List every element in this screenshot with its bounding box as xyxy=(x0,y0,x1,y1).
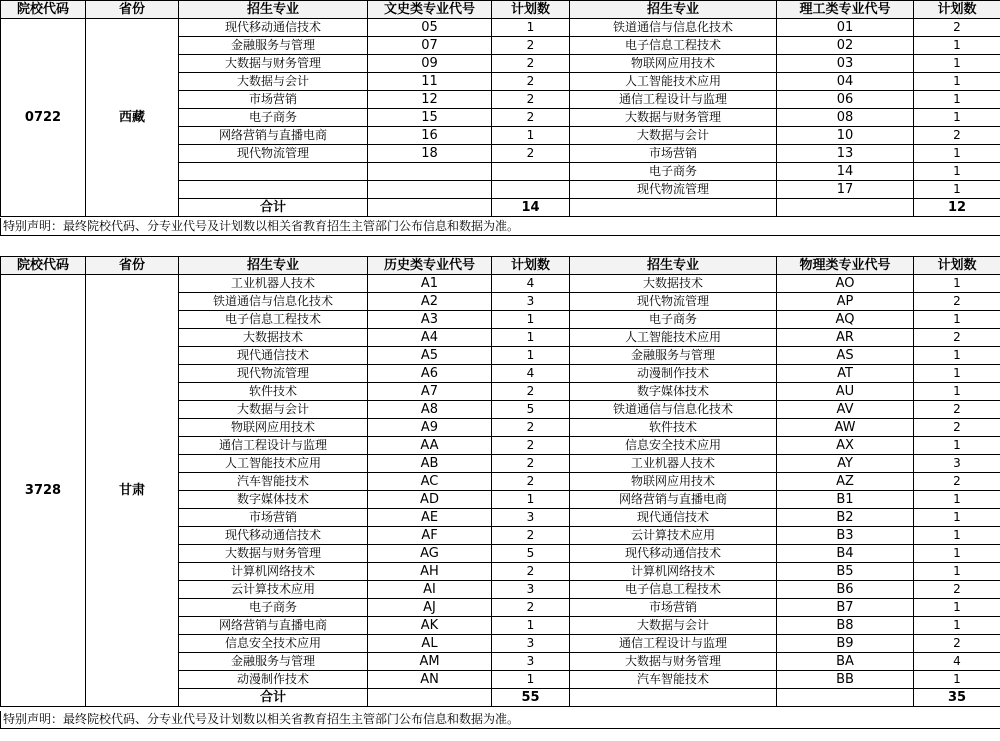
major-right: 电子商务 xyxy=(570,163,777,181)
plan-left: 2 xyxy=(492,473,570,491)
code-right: AW xyxy=(777,419,914,437)
total-label: 合计 xyxy=(179,199,368,217)
major-left: 电子信息工程技术 xyxy=(179,311,368,329)
major-left: 大数据技术 xyxy=(179,329,368,347)
code-left: A1 xyxy=(368,275,492,293)
code-left: 16 xyxy=(368,127,492,145)
plan-right: 3 xyxy=(914,455,1000,473)
column-header: 省份 xyxy=(86,1,179,19)
plan-left: 1 xyxy=(492,311,570,329)
code-left: A9 xyxy=(368,419,492,437)
major-left: 金融服务与管理 xyxy=(179,653,368,671)
code-left: AH xyxy=(368,563,492,581)
plan-left: 3 xyxy=(492,581,570,599)
code-right: AX xyxy=(777,437,914,455)
code-left xyxy=(368,181,492,199)
plan-right: 1 xyxy=(914,671,1000,689)
plan-right: 1 xyxy=(914,599,1000,617)
plan-left: 2 xyxy=(492,599,570,617)
plan-right: 1 xyxy=(914,73,1000,91)
major-right: 铁道通信与信息化技术 xyxy=(570,19,777,37)
major-left: 大数据与会计 xyxy=(179,73,368,91)
code-left: AM xyxy=(368,653,492,671)
code-left: AA xyxy=(368,437,492,455)
major-right: 电子商务 xyxy=(570,311,777,329)
plan-left: 2 xyxy=(492,527,570,545)
plan-left: 4 xyxy=(492,275,570,293)
major-right: 市场营销 xyxy=(570,599,777,617)
plan-right: 1 xyxy=(914,545,1000,563)
plan-left: 5 xyxy=(492,545,570,563)
code-left: A4 xyxy=(368,329,492,347)
major-right: 现代移动通信技术 xyxy=(570,545,777,563)
total-right: 35 xyxy=(914,689,1000,707)
major-right: 物联网应用技术 xyxy=(570,473,777,491)
plan-left: 5 xyxy=(492,401,570,419)
special-notice: 特别声明：最终院校代码、分专业代号及计划数以相关省教育招生主管部门公布信息和数据为准。 xyxy=(0,218,1000,236)
major-right: 电子信息工程技术 xyxy=(570,37,777,55)
major-left: 大数据与财务管理 xyxy=(179,55,368,73)
plan-left: 4 xyxy=(492,365,570,383)
major-left: 软件技术 xyxy=(179,383,368,401)
major-right: 动漫制作技术 xyxy=(570,365,777,383)
code-right: AT xyxy=(777,365,914,383)
school-code: 3728 xyxy=(1,275,86,707)
major-left: 现代移动通信技术 xyxy=(179,19,368,37)
code-left: AF xyxy=(368,527,492,545)
code-right: B8 xyxy=(777,617,914,635)
major-left xyxy=(179,181,368,199)
header-row xyxy=(1,1,1000,19)
plan-left xyxy=(492,181,570,199)
plan-right: 1 xyxy=(914,55,1000,73)
column-header: 计划数 xyxy=(914,1,1000,19)
code-right: 06 xyxy=(777,91,914,109)
major-right: 大数据与财务管理 xyxy=(570,109,777,127)
major-right: 云计算技术应用 xyxy=(570,527,777,545)
blank-cell xyxy=(777,689,914,707)
plan-right: 1 xyxy=(914,365,1000,383)
code-left: 15 xyxy=(368,109,492,127)
major-right: 数字媒体技术 xyxy=(570,383,777,401)
major-right: 信息安全技术应用 xyxy=(570,437,777,455)
major-left: 通信工程设计与监理 xyxy=(179,437,368,455)
code-left: 05 xyxy=(368,19,492,37)
plan-right: 1 xyxy=(914,181,1000,199)
code-right: AR xyxy=(777,329,914,347)
code-right: AY xyxy=(777,455,914,473)
plan-right: 1 xyxy=(914,275,1000,293)
plan-right: 2 xyxy=(914,419,1000,437)
code-left: AD xyxy=(368,491,492,509)
plan-right: 1 xyxy=(914,509,1000,527)
column-header: 院校代码 xyxy=(1,257,86,275)
code-right: 17 xyxy=(777,181,914,199)
total-left: 55 xyxy=(492,689,570,707)
code-right: B3 xyxy=(777,527,914,545)
code-left: 12 xyxy=(368,91,492,109)
total-left: 14 xyxy=(492,199,570,217)
blank-cell xyxy=(368,199,492,217)
code-left: A7 xyxy=(368,383,492,401)
major-left: 动漫制作技术 xyxy=(179,671,368,689)
code-left: AG xyxy=(368,545,492,563)
code-left: AC xyxy=(368,473,492,491)
code-right: 04 xyxy=(777,73,914,91)
major-left: 大数据与财务管理 xyxy=(179,545,368,563)
code-left: 18 xyxy=(368,145,492,163)
major-left: 工业机器人技术 xyxy=(179,275,368,293)
plan-right: 1 xyxy=(914,491,1000,509)
code-left: A2 xyxy=(368,293,492,311)
major-right: 大数据与财务管理 xyxy=(570,653,777,671)
column-header: 文史类专业代号 xyxy=(368,1,492,19)
code-left: 11 xyxy=(368,73,492,91)
plan-left: 1 xyxy=(492,671,570,689)
major-left xyxy=(179,163,368,181)
enrollment-table-0 xyxy=(0,0,1000,217)
code-left: AB xyxy=(368,455,492,473)
major-right: 网络营销与直播电商 xyxy=(570,491,777,509)
plan-left: 2 xyxy=(492,455,570,473)
column-header: 历史类专业代号 xyxy=(368,257,492,275)
plan-right: 1 xyxy=(914,37,1000,55)
plan-right: 2 xyxy=(914,635,1000,653)
plan-left: 1 xyxy=(492,329,570,347)
plan-right: 1 xyxy=(914,91,1000,109)
plan-left: 2 xyxy=(492,55,570,73)
code-right: BB xyxy=(777,671,914,689)
code-right: AU xyxy=(777,383,914,401)
plan-left: 2 xyxy=(492,73,570,91)
column-header: 省份 xyxy=(86,257,179,275)
header-row xyxy=(1,257,1000,275)
enrollment-table-1 xyxy=(0,256,1000,707)
plan-left: 2 xyxy=(492,145,570,163)
major-left: 现代移动通信技术 xyxy=(179,527,368,545)
major-right: 通信工程设计与监理 xyxy=(570,91,777,109)
major-left: 现代通信技术 xyxy=(179,347,368,365)
column-header: 计划数 xyxy=(914,257,1000,275)
major-right: 大数据与会计 xyxy=(570,127,777,145)
code-right: 08 xyxy=(777,109,914,127)
plan-right: 1 xyxy=(914,311,1000,329)
plan-left: 1 xyxy=(492,127,570,145)
major-right: 工业机器人技术 xyxy=(570,455,777,473)
plan-right: 2 xyxy=(914,293,1000,311)
major-left: 电子商务 xyxy=(179,109,368,127)
code-left: 09 xyxy=(368,55,492,73)
major-right: 软件技术 xyxy=(570,419,777,437)
code-right: B5 xyxy=(777,563,914,581)
code-right: 02 xyxy=(777,37,914,55)
column-header: 招生专业 xyxy=(179,1,368,19)
plan-left: 3 xyxy=(492,509,570,527)
province: 甘肃 xyxy=(86,275,179,707)
column-header: 院校代码 xyxy=(1,1,86,19)
blank-cell xyxy=(570,689,777,707)
column-header: 物理类专业代号 xyxy=(777,257,914,275)
blank-cell xyxy=(368,689,492,707)
plan-right: 1 xyxy=(914,383,1000,401)
code-right: B2 xyxy=(777,509,914,527)
plan-left: 2 xyxy=(492,419,570,437)
major-right: 通信工程设计与监理 xyxy=(570,635,777,653)
school-code: 0722 xyxy=(1,19,86,217)
code-left: AK xyxy=(368,617,492,635)
code-left: A6 xyxy=(368,365,492,383)
major-right: 现代物流管理 xyxy=(570,293,777,311)
table-row xyxy=(1,275,1000,293)
column-header: 招生专业 xyxy=(179,257,368,275)
blank-cell xyxy=(777,199,914,217)
major-left: 电子商务 xyxy=(179,599,368,617)
code-right: AV xyxy=(777,401,914,419)
plan-left: 3 xyxy=(492,653,570,671)
table-row xyxy=(1,19,1000,37)
plan-left: 3 xyxy=(492,293,570,311)
code-right: 10 xyxy=(777,127,914,145)
code-right: AS xyxy=(777,347,914,365)
code-right: B6 xyxy=(777,581,914,599)
total-label: 合计 xyxy=(179,689,368,707)
plan-left: 1 xyxy=(492,347,570,365)
special-notice: 特别声明：最终院校代码、分专业代号及计划数以相关省教育招生主管部门公布信息和数据为准。 xyxy=(0,711,1000,729)
code-left: AE xyxy=(368,509,492,527)
plan-right: 2 xyxy=(914,473,1000,491)
plan-right: 2 xyxy=(914,19,1000,37)
column-header: 招生专业 xyxy=(570,1,777,19)
plan-right: 1 xyxy=(914,163,1000,181)
plan-right: 4 xyxy=(914,653,1000,671)
plan-left: 2 xyxy=(492,383,570,401)
code-left: A8 xyxy=(368,401,492,419)
major-left: 计算机网络技术 xyxy=(179,563,368,581)
code-right: AO xyxy=(777,275,914,293)
plan-left: 2 xyxy=(492,109,570,127)
code-right: AP xyxy=(777,293,914,311)
code-right: B7 xyxy=(777,599,914,617)
major-right: 汽车智能技术 xyxy=(570,671,777,689)
major-left: 信息安全技术应用 xyxy=(179,635,368,653)
code-left: AN xyxy=(368,671,492,689)
major-left: 金融服务与管理 xyxy=(179,37,368,55)
major-left: 数字媒体技术 xyxy=(179,491,368,509)
code-left xyxy=(368,163,492,181)
major-right: 金融服务与管理 xyxy=(570,347,777,365)
plan-right: 1 xyxy=(914,437,1000,455)
plan-right: 1 xyxy=(914,527,1000,545)
plan-left: 1 xyxy=(492,617,570,635)
code-right: 01 xyxy=(777,19,914,37)
province: 西藏 xyxy=(86,19,179,217)
code-right: B1 xyxy=(777,491,914,509)
code-left: A5 xyxy=(368,347,492,365)
column-header: 理工类专业代号 xyxy=(777,1,914,19)
major-right: 人工智能技术应用 xyxy=(570,329,777,347)
major-right: 现代通信技术 xyxy=(570,509,777,527)
code-right: B9 xyxy=(777,635,914,653)
plan-right: 1 xyxy=(914,563,1000,581)
major-right: 现代物流管理 xyxy=(570,181,777,199)
code-left: AI xyxy=(368,581,492,599)
code-right: 13 xyxy=(777,145,914,163)
code-left: AL xyxy=(368,635,492,653)
major-left: 云计算技术应用 xyxy=(179,581,368,599)
code-left: AJ xyxy=(368,599,492,617)
major-left: 大数据与会计 xyxy=(179,401,368,419)
major-left: 网络营销与直播电商 xyxy=(179,617,368,635)
total-right: 12 xyxy=(914,199,1000,217)
plan-right: 1 xyxy=(914,145,1000,163)
code-right: BA xyxy=(777,653,914,671)
major-right: 市场营销 xyxy=(570,145,777,163)
code-right: B4 xyxy=(777,545,914,563)
plan-right: 1 xyxy=(914,109,1000,127)
plan-right: 1 xyxy=(914,617,1000,635)
blank-cell xyxy=(570,199,777,217)
plan-right: 1 xyxy=(914,347,1000,365)
plan-left: 2 xyxy=(492,563,570,581)
major-left: 现代物流管理 xyxy=(179,145,368,163)
major-right: 电子信息工程技术 xyxy=(570,581,777,599)
plan-left: 1 xyxy=(492,19,570,37)
plan-left: 2 xyxy=(492,37,570,55)
plan-right: 2 xyxy=(914,329,1000,347)
major-left: 市场营销 xyxy=(179,91,368,109)
column-header: 计划数 xyxy=(492,257,570,275)
major-left: 人工智能技术应用 xyxy=(179,455,368,473)
major-right: 计算机网络技术 xyxy=(570,563,777,581)
plan-right: 2 xyxy=(914,401,1000,419)
plan-left: 2 xyxy=(492,437,570,455)
major-right: 物联网应用技术 xyxy=(570,55,777,73)
major-left: 现代物流管理 xyxy=(179,365,368,383)
plan-left: 1 xyxy=(492,491,570,509)
column-header: 计划数 xyxy=(492,1,570,19)
major-left: 铁道通信与信息化技术 xyxy=(179,293,368,311)
code-left: 07 xyxy=(368,37,492,55)
major-left: 汽车智能技术 xyxy=(179,473,368,491)
code-right: 03 xyxy=(777,55,914,73)
major-left: 网络营销与直播电商 xyxy=(179,127,368,145)
plan-left: 3 xyxy=(492,635,570,653)
major-right: 铁道通信与信息化技术 xyxy=(570,401,777,419)
code-right: AZ xyxy=(777,473,914,491)
major-right: 大数据技术 xyxy=(570,275,777,293)
major-right: 大数据与会计 xyxy=(570,617,777,635)
major-left: 物联网应用技术 xyxy=(179,419,368,437)
major-right: 人工智能技术应用 xyxy=(570,73,777,91)
plan-left xyxy=(492,163,570,181)
plan-left: 2 xyxy=(492,91,570,109)
code-right: AQ xyxy=(777,311,914,329)
plan-right: 2 xyxy=(914,581,1000,599)
column-header: 招生专业 xyxy=(570,257,777,275)
major-left: 市场营销 xyxy=(179,509,368,527)
plan-right: 2 xyxy=(914,127,1000,145)
code-right: 14 xyxy=(777,163,914,181)
code-left: A3 xyxy=(368,311,492,329)
